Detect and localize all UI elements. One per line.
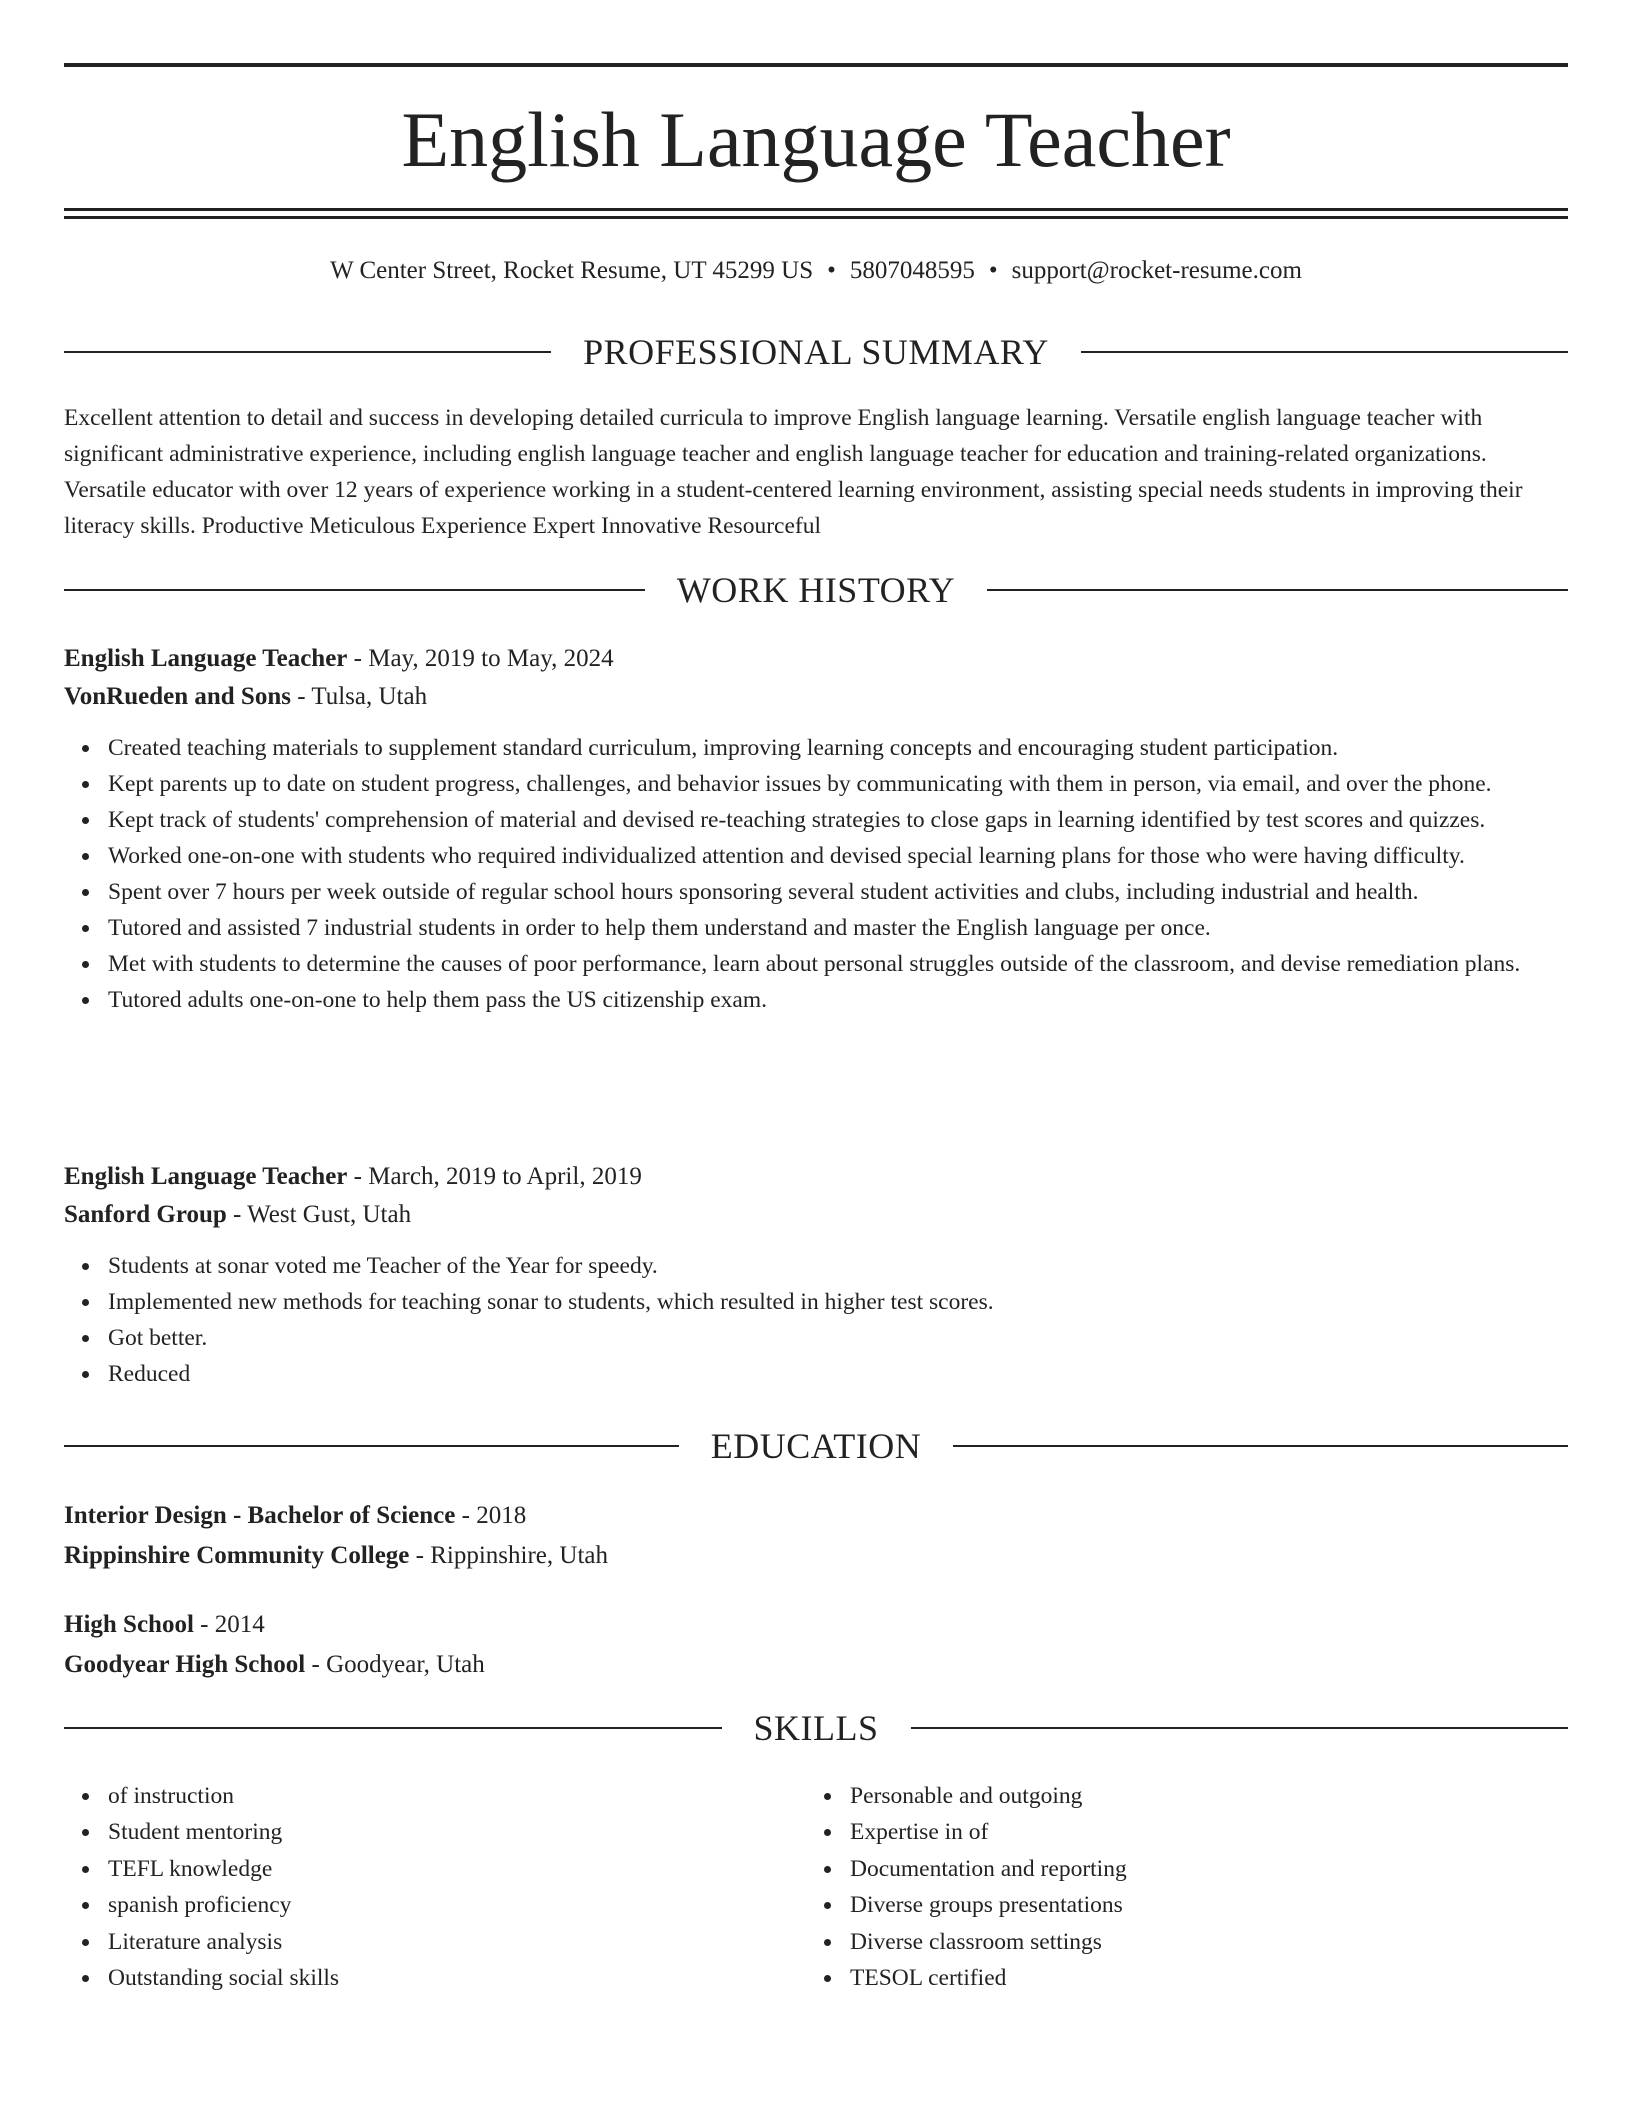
list-item: Met with students to determine the causes of poor performance, learn about personal struggles outside of the classroom, and devise remediation plans. xyxy=(108,946,1568,982)
skills-column-left xyxy=(64,1778,764,1996)
company-location: - Tulsa, Utah xyxy=(290,683,428,710)
section-rule xyxy=(987,589,1568,591)
skills-column-right xyxy=(806,1778,1506,1996)
section-heading: WORK HISTORY xyxy=(676,570,956,610)
skill-item: spanish proficiency xyxy=(108,1887,764,1923)
company-location: - West Gust, Utah xyxy=(226,1201,412,1228)
skill-item: Diverse classroom settings xyxy=(850,1924,1506,1960)
skill-item: TESOL certified xyxy=(850,1960,1506,1996)
list-item: Tutored and assisted 7 industrial students in order to help them understand and master the English language per once. xyxy=(108,910,1568,946)
section-title-summary xyxy=(64,330,1568,374)
contact-address: W Center Street, Rocket Resume, UT 45299 US xyxy=(330,257,814,284)
list-item: Kept parents up to date on student progress, challenges, and behavior issues by communicating with them in person, via email, and over the phone. xyxy=(108,766,1568,802)
school-name: Goodyear High School xyxy=(64,1651,306,1678)
list-item: Worked one-on-one with students who required individualized attention and devised special learning plans for those who were having difficulty. xyxy=(108,838,1568,874)
list-item: Got better. xyxy=(108,1320,1568,1356)
job-title: English Language Teacher xyxy=(64,645,348,672)
list-item: Tutored adults one-on-one to help them pass the US citizenship exam. xyxy=(108,982,1568,1018)
education-school-line xyxy=(64,1645,1568,1685)
section-rule xyxy=(911,1727,1569,1729)
work-title-line xyxy=(64,640,1568,678)
education-degree-line xyxy=(64,1496,1568,1536)
degree-year: - 2014 xyxy=(193,1611,265,1638)
section-rule xyxy=(64,589,645,591)
section-heading: PROFESSIONAL SUMMARY xyxy=(583,332,1049,372)
list-item: Spent over 7 hours per week outside of regular school hours sponsoring several student activities and clubs, including industrial and health. xyxy=(108,874,1568,910)
work-company-line xyxy=(64,1196,1568,1234)
candidate-name: English Language Teacher xyxy=(401,96,1231,183)
skill-item: TEFL knowledge xyxy=(108,1851,764,1887)
contact-phone: 5807048595 xyxy=(849,257,975,284)
skill-item: Documentation and reporting xyxy=(850,1851,1506,1887)
work-bullets xyxy=(64,1248,1568,1392)
skill-item: Personable and outgoing xyxy=(850,1778,1506,1814)
list-item: Reduced xyxy=(108,1356,1568,1392)
contact-line xyxy=(64,254,1568,288)
section-rule xyxy=(1081,351,1568,353)
section-title-skills xyxy=(64,1706,1568,1750)
degree-year: - 2018 xyxy=(455,1502,527,1529)
section-rule xyxy=(64,351,551,353)
header-bottom-rule-1 xyxy=(64,208,1568,211)
skill-item: Expertise in of xyxy=(850,1814,1506,1850)
contact-separator: • xyxy=(988,257,998,284)
education-school-line xyxy=(64,1536,1568,1576)
section-rule xyxy=(64,1727,722,1729)
section-rule xyxy=(953,1445,1568,1447)
education-degree-line xyxy=(64,1605,1568,1645)
job-dates: - May, 2019 to May, 2024 xyxy=(347,645,614,672)
education-entry xyxy=(64,1605,1568,1685)
school-location: - Rippinshire, Utah xyxy=(409,1542,608,1569)
degree-name: Interior Design - Bachelor of Science xyxy=(64,1502,456,1529)
list-item: Kept track of students' comprehension of material and devised re-teaching strategies to close gaps in learning identified by test scores and quizzes. xyxy=(108,802,1568,838)
work-title-line xyxy=(64,1158,1568,1196)
company-name: Sanford Group xyxy=(64,1201,227,1228)
education-entry xyxy=(64,1496,1568,1576)
list-item: Students at sonar voted me Teacher of the Year for speedy. xyxy=(108,1248,1568,1284)
contact-email: support@rocket-resume.com xyxy=(1011,257,1302,284)
job-title: English Language Teacher xyxy=(64,1163,348,1190)
school-location: - Goodyear, Utah xyxy=(305,1651,485,1678)
skill-item: of instruction xyxy=(108,1778,764,1814)
skill-item: Outstanding social skills xyxy=(108,1960,764,1996)
skill-item: Literature analysis xyxy=(108,1924,764,1960)
list-item: Implemented new methods for teaching sonar to students, which resulted in higher test scores. xyxy=(108,1284,1568,1320)
section-heading: EDUCATION xyxy=(710,1426,922,1466)
work-entry xyxy=(64,640,1568,1018)
list-item: Created teaching materials to supplement standard curriculum, improving learning concepts and encouraging student participation. xyxy=(108,730,1568,766)
contact-separator: • xyxy=(827,257,836,284)
work-entry xyxy=(64,1158,1568,1392)
degree-name: High School xyxy=(64,1611,194,1638)
work-company-line xyxy=(64,678,1568,716)
skill-item: Diverse groups presentations xyxy=(850,1887,1506,1923)
company-name: VonRueden and Sons xyxy=(64,683,291,710)
skill-item: Student mentoring xyxy=(108,1814,764,1850)
header-bottom-rule-2 xyxy=(64,216,1568,219)
section-title-work xyxy=(64,568,1568,612)
school-name: Rippinshire Community College xyxy=(64,1542,410,1569)
summary-text: Excellent attention to detail and success in developing detailed curricula to improve English language learning. Versatile english language teacher with significant administrative experience, including english language teacher and english language teacher for education and training-related organizations. Versatile educator with over 12 years of experience working in a student-centered learning environment, assisting special needs students in improving their literacy skills. Productive Meticulous Experience Expert Innovative Resourceful xyxy=(64,405,1523,539)
header-top-rule xyxy=(64,63,1568,67)
section-title-education xyxy=(64,1424,1568,1468)
section-heading: SKILLS xyxy=(753,1708,879,1748)
skills-list xyxy=(806,1778,1506,1996)
job-dates: - March, 2019 to April, 2019 xyxy=(347,1163,642,1190)
skills-list xyxy=(64,1778,764,1996)
section-rule xyxy=(64,1445,679,1447)
work-bullets xyxy=(64,730,1568,1018)
